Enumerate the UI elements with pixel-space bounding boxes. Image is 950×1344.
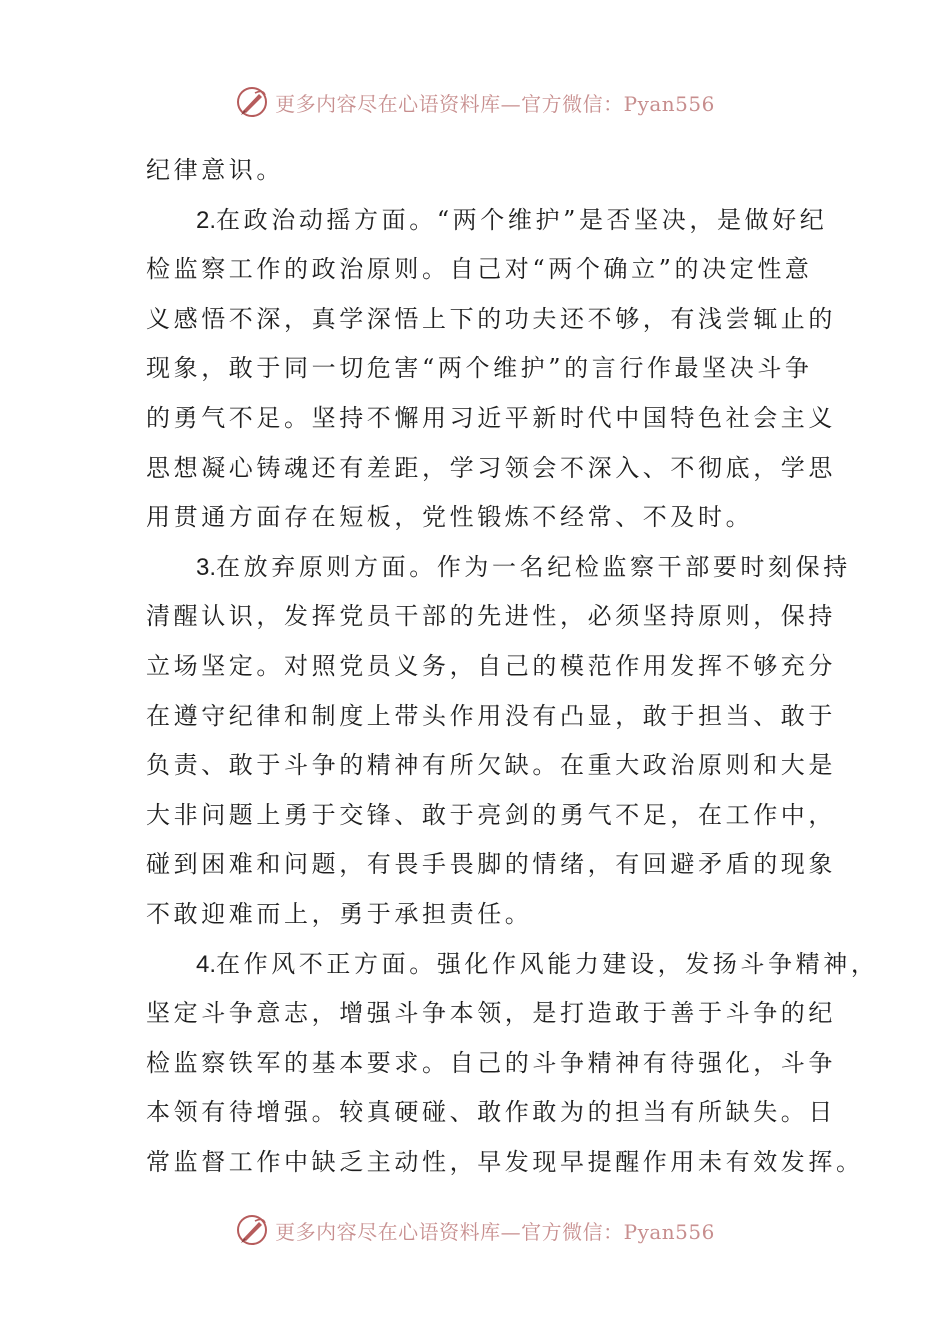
text-line: 立场坚定。对照党员义务，自己的模范作用发挥不够充分 — [146, 651, 836, 680]
quill-logo-icon — [235, 1213, 269, 1247]
text-line: 坚定斗争意志，增强斗争本领，是打造敢于善于斗争的纪 — [146, 999, 836, 1028]
text-line: 碰到困难和问题，有畏手畏脚的情绪，有回避矛盾的现象 — [146, 850, 836, 879]
text-line: 常监督工作中缺乏主动性，早发现早提醒作用未有效发挥。 — [146, 1147, 864, 1176]
text-line: 义感悟不深，真学深悟上下的功夫还不够，有浅尝辄止的 — [146, 304, 836, 333]
item-number: 2. — [196, 206, 217, 234]
footer-watermark-banner — [0, 1210, 950, 1250]
paragraph-4 — [146, 940, 879, 1188]
text-line — [146, 196, 828, 246]
line-text: 在放弃原则方面。作为一名纪检监察干部要时刻保持 — [216, 552, 851, 581]
line-text: 在政治动摇方面。“两个维护”是否坚决，是做好纪 — [216, 205, 828, 234]
watermark-text: 更多内容尽在心语资料库—官方微信：Pyan556 — [275, 1219, 715, 1244]
watermark-text: 更多内容尽在心语资料库—官方微信：Pyan556 — [275, 91, 715, 116]
text-line: 清醒认识，发挥党员干部的先进性，必须坚持原则，保持 — [146, 602, 836, 631]
text-line: 检监察铁军的基本要求。自己的斗争精神有待强化，斗争 — [146, 1048, 836, 1077]
text-line — [146, 940, 879, 990]
text-line — [146, 543, 851, 593]
text-line: 不敢迎难而上，勇于承担责任。 — [146, 899, 533, 928]
line-text: 在作风不正方面。强化作风能力建设，发扬斗争精神， — [216, 949, 879, 978]
text-line: 用贯通方面存在短板，党性锻炼不经常、不及时。 — [146, 503, 754, 532]
text-line: 检监察工作的政治原则。自己对“两个确立”的决定性意 — [146, 255, 813, 284]
document-body — [146, 146, 879, 1187]
paragraph-2 — [146, 196, 836, 543]
text-line: 的勇气不足。坚持不懈用习近平新时代中国特色社会主义 — [146, 403, 836, 432]
paragraph-3 — [146, 543, 851, 940]
text-line: 在遵守纪律和制度上带头作用没有凸显，敢于担当、敢于 — [146, 701, 836, 730]
quill-logo-icon — [235, 85, 269, 119]
text-line: 本领有待增强。较真硬碰、敢作敢为的担当有所缺失。日 — [146, 1098, 836, 1127]
paragraph-1 — [146, 146, 810, 196]
item-number: 3. — [196, 553, 217, 581]
text-line: 现象，敢于同一切危害“两个维护”的言行作最坚决斗争 — [146, 354, 813, 383]
text-line: 纪律意识。 — [146, 156, 284, 184]
text-line: 负责、敢于斗争的精神有所欠缺。在重大政治原则和大是 — [146, 751, 836, 780]
item-number: 4. — [196, 950, 217, 978]
header-watermark-banner — [0, 82, 950, 122]
text-line: 思想凝心铸魂还有差距，学习领会不深入、不彻底，学思 — [146, 453, 836, 482]
text-line: 大非问题上勇于交锋、敢于亮剑的勇气不足，在工作中， — [146, 800, 836, 829]
